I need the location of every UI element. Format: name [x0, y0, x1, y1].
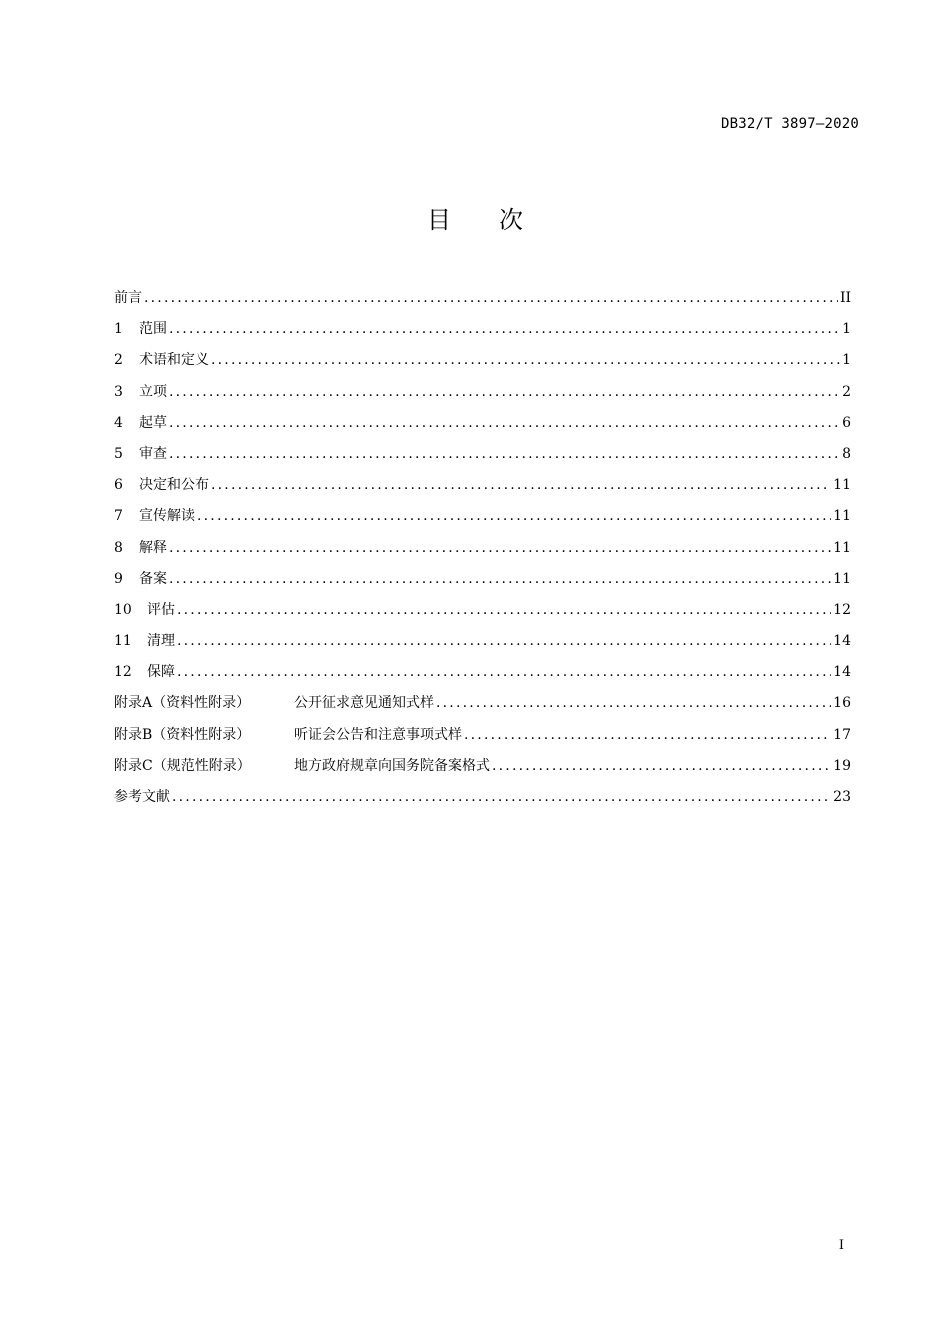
toc-entry-page: 8: [842, 445, 851, 462]
toc-entry-6[interactable]: [114, 470, 851, 501]
toc-entry-label: 评估: [147, 601, 175, 618]
toc-entry-label: 参考文献: [114, 789, 170, 805]
toc-entry-9[interactable]: [114, 564, 851, 595]
toc-entry-page: 23: [833, 789, 851, 805]
toc-entry-label: 术语和定义: [139, 352, 209, 369]
document-code: DB32/T 3897—2020: [720, 116, 859, 132]
toc-leader-dots: [169, 439, 840, 470]
toc-entry-number: 8: [114, 539, 123, 556]
toc-annex-c[interactable]: [114, 751, 851, 782]
toc-leader-dots: [172, 782, 831, 813]
toc-annex-title: 附录C（规范性附录）: [114, 757, 251, 774]
toc-entry-number: 1: [114, 321, 123, 338]
page-number: I: [838, 1238, 844, 1253]
toc-entry-number: 7: [114, 508, 123, 525]
toc-entry-page: 11: [833, 570, 851, 587]
toc-entry-label: 决定和公布: [139, 477, 209, 494]
toc-entry-page: 2: [842, 383, 851, 400]
toc-leader-dots: [169, 377, 840, 408]
toc-entry-number: 6: [114, 477, 123, 494]
toc-entry-label: 保障: [147, 664, 175, 681]
toc-entry-page: 6: [842, 414, 851, 431]
toc-entry-page: 16: [833, 695, 851, 712]
toc-entry-number: 3: [114, 383, 123, 400]
toc-entry-page: 19: [833, 757, 851, 774]
table-of-contents: [114, 283, 851, 813]
toc-entry-label: 立项: [139, 383, 167, 400]
toc-entry-number: 4: [114, 414, 123, 431]
toc-entry-page: 14: [833, 633, 851, 650]
toc-entry-label: 范围: [139, 321, 167, 338]
toc-entry-5[interactable]: [114, 439, 851, 470]
toc-entry-page: 12: [833, 601, 851, 618]
toc-entry-12[interactable]: [114, 657, 851, 688]
toc-entry-number: 2: [114, 352, 123, 369]
toc-leader-dots: [211, 345, 840, 376]
toc-entry-references[interactable]: [114, 782, 851, 813]
toc-entry-3[interactable]: [114, 377, 851, 408]
toc-leader-dots: [177, 595, 831, 626]
toc-entry-page: 11: [833, 477, 851, 494]
toc-leader-dots: [436, 688, 831, 719]
toc-entry-label: 地方政府规章向国务院备案格式: [294, 757, 490, 774]
toc-entry-number: 10: [114, 601, 132, 618]
toc-entry-label: 备案: [139, 570, 167, 587]
toc-entry-page: 1: [842, 352, 851, 369]
toc-entry-label: 解释: [139, 539, 167, 556]
toc-entry-number: 12: [114, 664, 132, 681]
toc-annex-title: 附录B（资料性附录）: [114, 726, 251, 743]
toc-leader-dots: [144, 283, 838, 314]
toc-entry-1[interactable]: [114, 314, 851, 345]
toc-title: 目次: [427, 206, 571, 234]
toc-entry-4[interactable]: [114, 408, 851, 439]
toc-entry-label: 公开征求意见通知式样: [294, 695, 434, 712]
toc-leader-dots: [211, 470, 831, 501]
toc-annex-title: 附录A（资料性附录）: [114, 695, 251, 712]
toc-leader-dots: [169, 533, 831, 564]
toc-entry-8[interactable]: [114, 533, 851, 564]
toc-leader-dots: [169, 314, 840, 345]
toc-entry-label: 审查: [139, 445, 167, 462]
toc-leader-dots: [197, 501, 831, 532]
toc-entry-page: II: [839, 290, 851, 306]
toc-leader-dots: [169, 408, 840, 439]
toc-leader-dots: [169, 564, 831, 595]
toc-entry-2[interactable]: [114, 345, 851, 376]
toc-entry-label: 宣传解读: [139, 508, 195, 525]
toc-entry-label: 清理: [147, 633, 175, 650]
toc-entry-number: 5: [114, 445, 123, 462]
toc-entry-page: 11: [833, 508, 851, 525]
toc-entry-page: 17: [833, 726, 851, 743]
toc-entry-page: 14: [833, 664, 851, 681]
toc-entry-label: 前言: [114, 290, 142, 306]
toc-entry-7[interactable]: [114, 501, 851, 532]
toc-annex-a[interactable]: [114, 688, 851, 719]
toc-entry-10[interactable]: [114, 595, 851, 626]
toc-leader-dots: [464, 720, 831, 751]
toc-entry-page: 11: [833, 539, 851, 556]
toc-leader-dots: [177, 626, 831, 657]
toc-entry-11[interactable]: [114, 626, 851, 657]
toc-entry-number: 11: [114, 633, 132, 650]
toc-entry-number: 9: [114, 570, 123, 587]
toc-annex-b[interactable]: [114, 720, 851, 751]
toc-leader-dots: [492, 751, 831, 782]
toc-entry-page: 1: [842, 321, 851, 338]
toc-entry-foreword[interactable]: [114, 283, 851, 314]
toc-entry-label: 听证会公告和注意事项式样: [294, 726, 462, 743]
toc-leader-dots: [177, 657, 831, 688]
toc-entry-label: 起草: [139, 414, 167, 431]
